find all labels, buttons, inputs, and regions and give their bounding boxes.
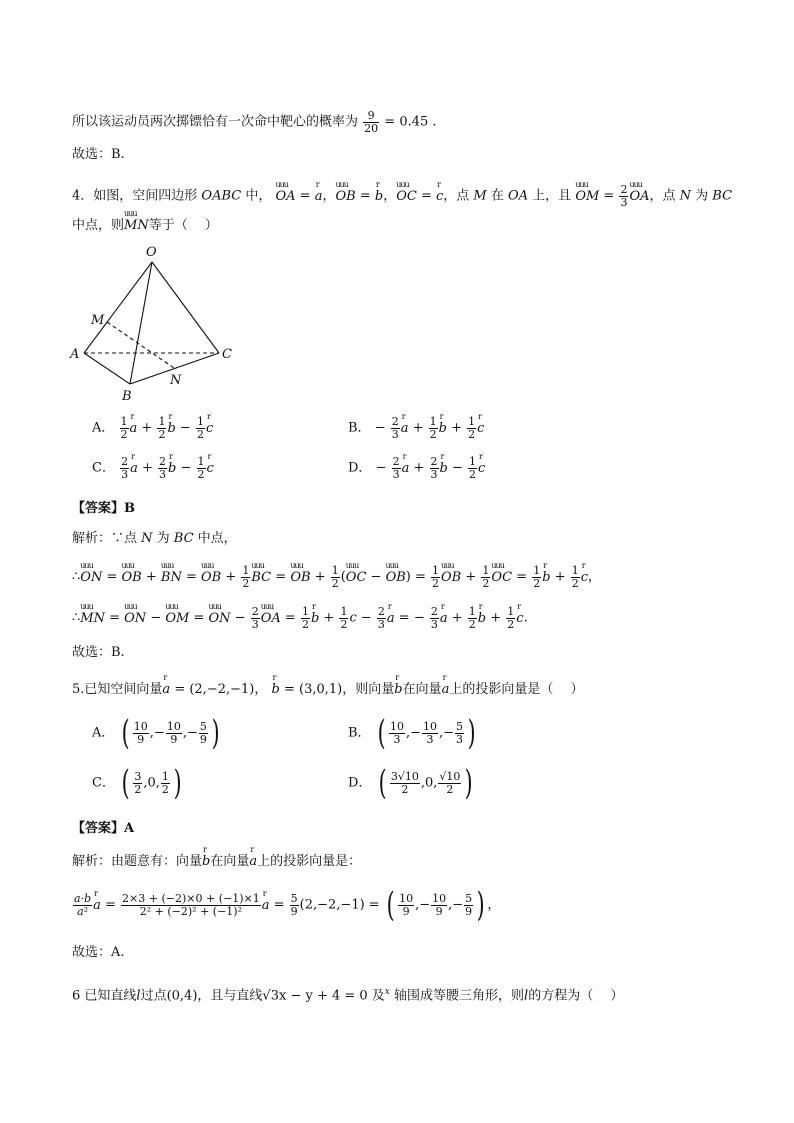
point-label-M: M	[91, 313, 105, 328]
answer-4: 【答案】B	[72, 501, 135, 516]
selection-line-5: 故选：A.	[72, 945, 125, 960]
q4-option-b[interactable]: B． − $\frac{2}{3}$ r a + $\frac{1}{2}$ r b + $\frac{1}{2}$ r c	[348, 416, 484, 440]
q4-option-c[interactable]: C． $\frac{2}{3}$ r a + $\frac{2}{3}$ r b − $\frac{1}{2}$ r c	[92, 456, 214, 480]
solution-5-intro: 解析：由题意有：向量r b在向量r a上的投影向量是：	[72, 855, 361, 868]
probability-fraction: $\frac{9}{20}$	[364, 109, 379, 135]
question-5-stem: 5.已知空间向量r a = (2,−2,−1)， r b = (3,0,1)，则向量r b在向量r a上的投影向量是（ ）	[72, 683, 583, 696]
q5-option-c[interactable]: C． ( $\frac{3}{2}$ ,0, $\frac{1}{2}$ )	[92, 763, 182, 803]
probability-value: = 0.45 .	[384, 114, 437, 130]
tetrahedron-figure	[64, 240, 244, 410]
vertex-label-C: C	[222, 347, 232, 362]
q5-option-b[interactable]: B． ( $\frac{10}{3}$ ,− $\frac{10}{3}$ ,− $\frac{5}{3}$ )	[348, 713, 476, 753]
point-label-N: N	[170, 373, 182, 388]
solution-5-formula: $\frac{a\cdot b}{\text{a²}}$ r a = $\frac{2\times 3 + (-2)\times 0 + (-1)\times 1}{\text{2² + (−2)² + (−1)²}}$ r a = $\frac{5}{9}$ (2,−2,−1) = ( $\frac{10}{9}$ ,− $\frac{10}{9}$ ,− $\frac{5}{9}$ ) ，	[72, 888, 500, 922]
selection-line-3: 故选：B.	[72, 147, 125, 162]
probability-conclusion	[72, 110, 437, 134]
vertex-label-A: A	[70, 347, 80, 362]
vertex-label-O: O	[146, 245, 157, 260]
question-4-stem: 4．如图，空间四边形 OABC 中， uuu OA = r a，uuu OB = r b，uuu OC = r c，点 M 在 OA 上，且 uuu OM = $\frac{2}{3}$ uuu OA，点 N 为 BC	[72, 184, 732, 208]
q5-option-d[interactable]: D． ( $\frac{3√10}{2}$ ,0, $\frac{√10}{2}$ )	[348, 763, 474, 803]
answer-5: 【答案】A	[72, 821, 135, 836]
solution-4-step2: ∴uuu MN = uuu ON − uuu OM = uuu ON − $\frac{2}{3}$ uuu OA = $\frac{1}{2}$ r b + $\frac{1}{2}$ c − $\frac{2}{3}$ r a = − $\frac{2}{3}$ r a + $\frac{1}{2}$ r b + $\frac{1}{2}$ r c.	[72, 606, 528, 630]
q4-option-d[interactable]: D． − $\frac{2}{3}$ r a + $\frac{2}{3}$ r b − $\frac{1}{2}$ r c	[348, 456, 485, 480]
question-6-stem: 6 已知直线l过点(0,4)，且与直线√3x − y + 4 = 0 及$^x$ 轴围成等腰三角形，则l的方程为（ ）	[72, 987, 624, 1004]
vertex-label-B: B	[122, 389, 132, 404]
selection-line-4: 故选：B.	[72, 645, 125, 660]
q5-option-a[interactable]: A． ( $\frac{10}{9}$ ,− $\frac{10}{9}$ ,− $\frac{5}{9}$ )	[92, 713, 220, 753]
question-4-stem-line2: 中点，则uuu MN等于（ ）	[72, 219, 218, 232]
solution-4-intro: 解析：∵点 N 为 BC 中点，	[72, 531, 237, 546]
solution-4-step1: ∴uuu ON = uuu OB + uuu BN = uuu OB + $\frac{1}{2}$ uuu BC = uuu OB + $\frac{1}{2}$ (uuu OC − uuu OB) = $\frac{1}{2}$ uuu OB + $\frac{1}{2}$ uuu OC = $\frac{1}{2}$ r b + $\frac{1}{2}$ r c，	[72, 565, 601, 589]
probability-text: 所以该运动员两次掷镖恰有一次命中靶心的概率为	[72, 114, 359, 130]
q4-option-a[interactable]: A． $\frac{1}{2}$ r a + $\frac{1}{2}$ r b − $\frac{1}{2}$ r c	[92, 416, 213, 440]
